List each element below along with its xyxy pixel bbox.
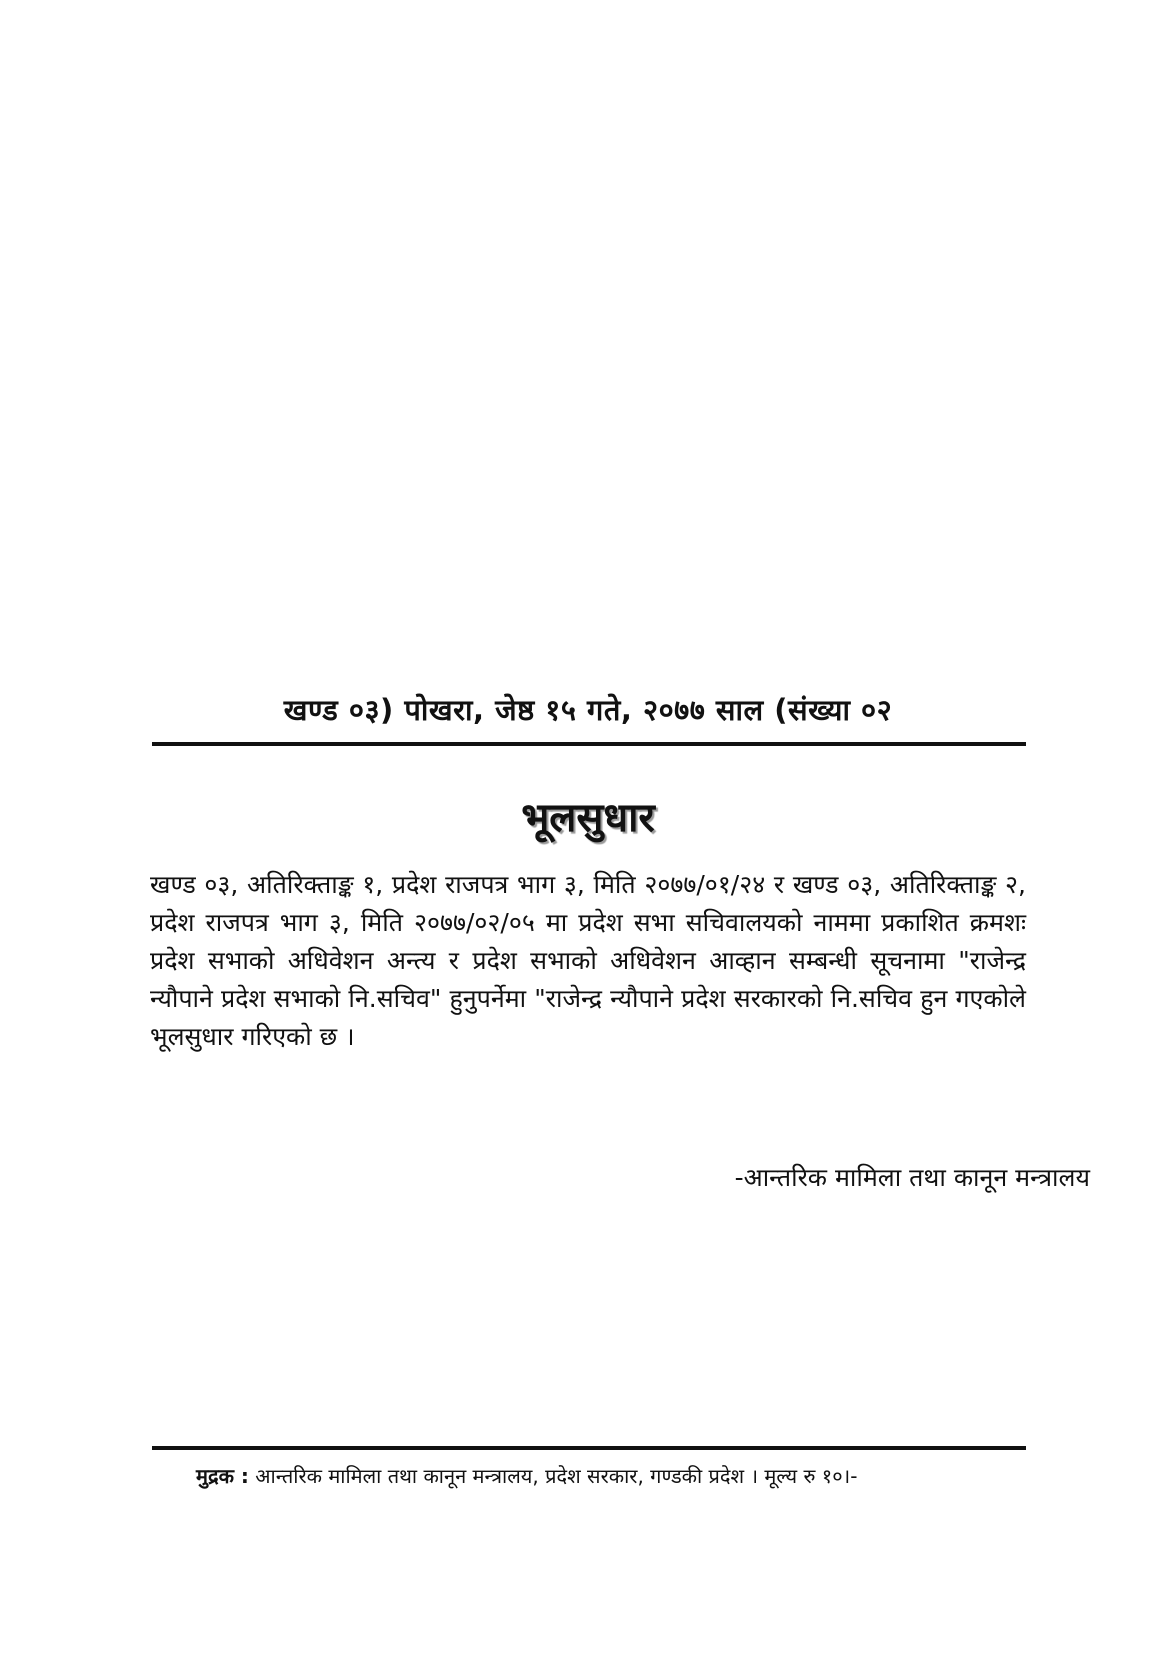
footer-divider [152, 1446, 1026, 1450]
gazette-masthead: खण्ड ०३) पोखरा, जेष्ठ १५ गते, २०७७ साल (संख्या ०२ [283, 693, 893, 727]
notice-body: खण्ड ०३, अतिरिक्ताङ्क १, प्रदेश राजपत्र भाग ३, मिति २०७७/०१/२४ र खण्ड ०३, अतिरिक्ताङ्क २, प्रदेश राजपत्र भाग ३, मिति २०७७/०२/०५ मा प्रदेश सभा सचिवालयको नाममा प्रकाशित क्रमशः प्रदेश सभाको अधिवेशन अन्त्य र प्रदेश सभाको अधिवेशन आव्हान सम्बन्धी सूचनामा "राजेन्द्र न्यौपाने प्रदेश सभाको नि.सचिव" हुनुपर्नेमा "राजेन्द्र न्यौपाने प्रदेश सरकारको नि.सचिव हुन गएकोले भूलसुधार गरिएको छ । [150, 870, 1026, 1051]
printer-label: मुद्रक : [196, 1464, 249, 1488]
notice-heading: भूलसुधार [521, 795, 655, 841]
printer-details: आन्तरिक मामिला तथा कानून मन्त्रालय, प्रदेश सरकार, गण्डकी प्रदेश । मूल्य रु १०।- [255, 1464, 858, 1488]
masthead-divider [152, 742, 1026, 746]
issuing-ministry-signature: -आन्तरिक मामिला तथा कानून मन्त्रालय [734, 1163, 1090, 1192]
printer-footer [196, 1462, 857, 1489]
